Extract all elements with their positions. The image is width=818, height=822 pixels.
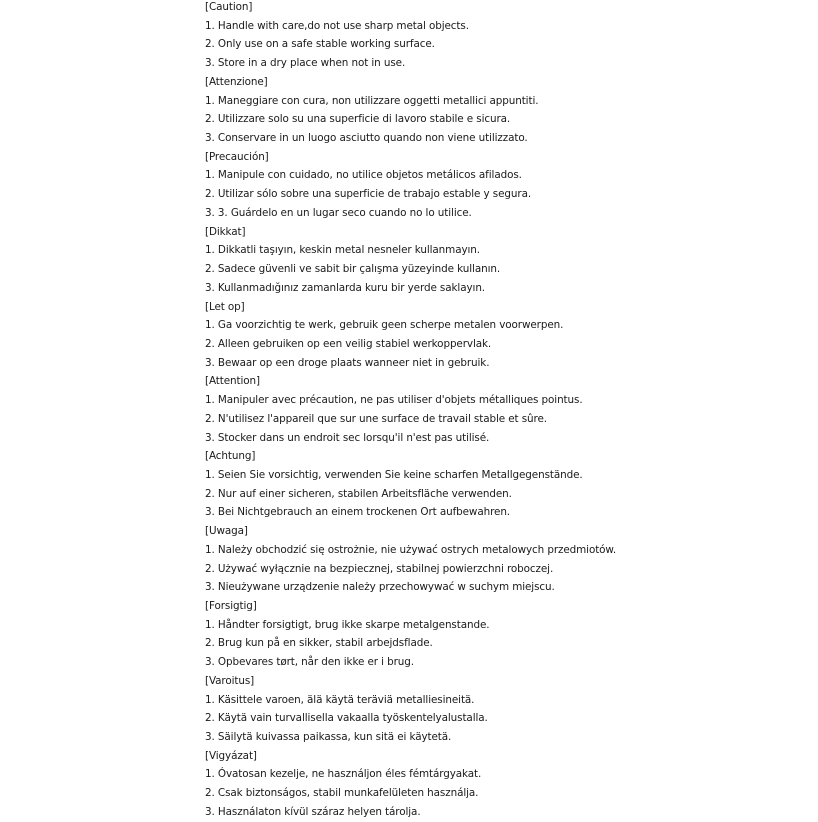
list-item: 1. Óvatosan kezelje, ne használjon éles fémtárgyakat. — [205, 768, 482, 781]
section-varoitus — [205, 672, 805, 747]
list-item: 1. Käsittele varoen, älä käytä teräviä metalliesineitä. — [205, 693, 475, 706]
list-item: 2. Utilizar sólo sobre una superficie de trabajo estable y segura. — [205, 188, 532, 201]
list-item: 2. Käytä vain turvallisella vakaalla työskentelyalustalla. — [205, 712, 488, 725]
list-item: 1. Dikkatli taşıyın, keskin metal nesneler kullanmayın. — [205, 244, 480, 257]
section-dikkat — [205, 223, 805, 298]
list-item: 3. Kullanmadığınız zamanlarda kuru bir yerde saklayın. — [205, 281, 486, 294]
list-item: 1. Ga voorzichtig te werk, gebruik geen scherpe metalen voorwerpen. — [205, 319, 564, 332]
section-uwaga — [205, 522, 805, 597]
list-item: 3. Használaton kívül száraz helyen tárolja. — [205, 805, 421, 818]
section-forsigtig — [205, 597, 805, 672]
list-item: 3. Stocker dans un endroit sec lorsqu'il n'est pas utilisé. — [205, 431, 490, 444]
section-heading: [Caution] — [205, 1, 253, 13]
safety-instructions-document — [205, 0, 805, 822]
list-item: 2. Utilizzare solo su una superficie di lavoro stabile e sicura. — [205, 113, 511, 126]
section-heading: [Uwaga] — [205, 525, 248, 538]
section-heading: [Attenzione] — [205, 75, 268, 88]
section-heading: [Achtung] — [205, 450, 256, 463]
section-heading: [Attention] — [205, 375, 260, 388]
section-heading: [Forsigtig] — [205, 600, 257, 612]
list-item: 1. Seien Sie vorsichtig, verwenden Sie keine scharfen Metallgegenstände. — [205, 468, 583, 481]
section-heading: [Dikkat] — [205, 225, 246, 238]
list-item: 2. Alleen gebruiken op een veilig stabiel werkoppervlak. — [205, 337, 492, 350]
section-heading: [Varoitus] — [205, 674, 255, 687]
list-item: 1. Należy obchodzić się ostrożnie, nie używać ostrych metalowych przedmiotów. — [205, 543, 617, 556]
list-item: 1. Maneggiare con cura, non utilizzare oggetti metallici appuntiti. — [205, 94, 539, 107]
section-attention — [205, 372, 805, 447]
section-caution — [205, 0, 805, 73]
list-item: 3. 3. Guárdelo en un lugar seco cuando no lo utilice. — [205, 206, 472, 219]
list-item: 2. Sadece güvenli ve sabit bir çalışma yüzeyinde kullanın. — [205, 263, 501, 276]
list-item: 3. Bei Nichtgebrauch an einem trockenen Ort aufbewahren. — [205, 506, 511, 519]
list-item: 1. Manipuler avec précaution, ne pas utiliser d'objets métalliques pointus. — [205, 394, 583, 407]
list-item: 2. Only use on a safe stable working surface. — [205, 38, 435, 51]
list-item: 3. Säilytä kuivassa paikassa, kun sitä ei käytetä. — [205, 731, 452, 744]
section-attenzione — [205, 73, 805, 148]
list-item: 3. Bewaar op een droge plaats wanneer niet in gebruik. — [205, 356, 490, 369]
list-item: 3. Opbevares tørt, når den ikke er i brug. — [205, 656, 414, 669]
section-vigyazat — [205, 747, 805, 822]
section-achtung — [205, 447, 805, 522]
section-heading: [Let op] — [205, 300, 245, 313]
list-item: 2. N'utilisez l'appareil que sur une surface de travail stable et sûre. — [205, 412, 547, 425]
section-precaucion — [205, 148, 805, 223]
list-item: 3. Conservare in un luogo asciutto quando non viene utilizzato. — [205, 132, 528, 145]
list-item: 1. Manipule con cuidado, no utilice objetos metálicos afilados. — [205, 169, 522, 182]
section-let-op — [205, 298, 805, 373]
list-item: 2. Brug kun på en sikker, stabil arbejdsflade. — [205, 637, 433, 650]
list-item: 3. Nieużywane urządzenie należy przechowywać w suchym miejscu. — [205, 581, 555, 594]
list-item: 3. Store in a dry place when not in use. — [205, 57, 406, 70]
section-heading: [Precaución] — [205, 150, 269, 163]
list-item: 1. Handle with care,do not use sharp metal objects. — [205, 19, 469, 32]
list-item: 1. Håndter forsigtigt, brug ikke skarpe metalgenstande. — [205, 618, 490, 631]
section-heading: [Vigyázat] — [205, 749, 257, 762]
list-item: 2. Nur auf einer sicheren, stabilen Arbeitsfläche verwenden. — [205, 487, 512, 500]
list-item: 2. Używać wyłącznie na bezpiecznej, stabilnej powierzchni roboczej. — [205, 562, 554, 575]
list-item: 2. Csak biztonságos, stabil munkafelületen használja. — [205, 787, 479, 800]
